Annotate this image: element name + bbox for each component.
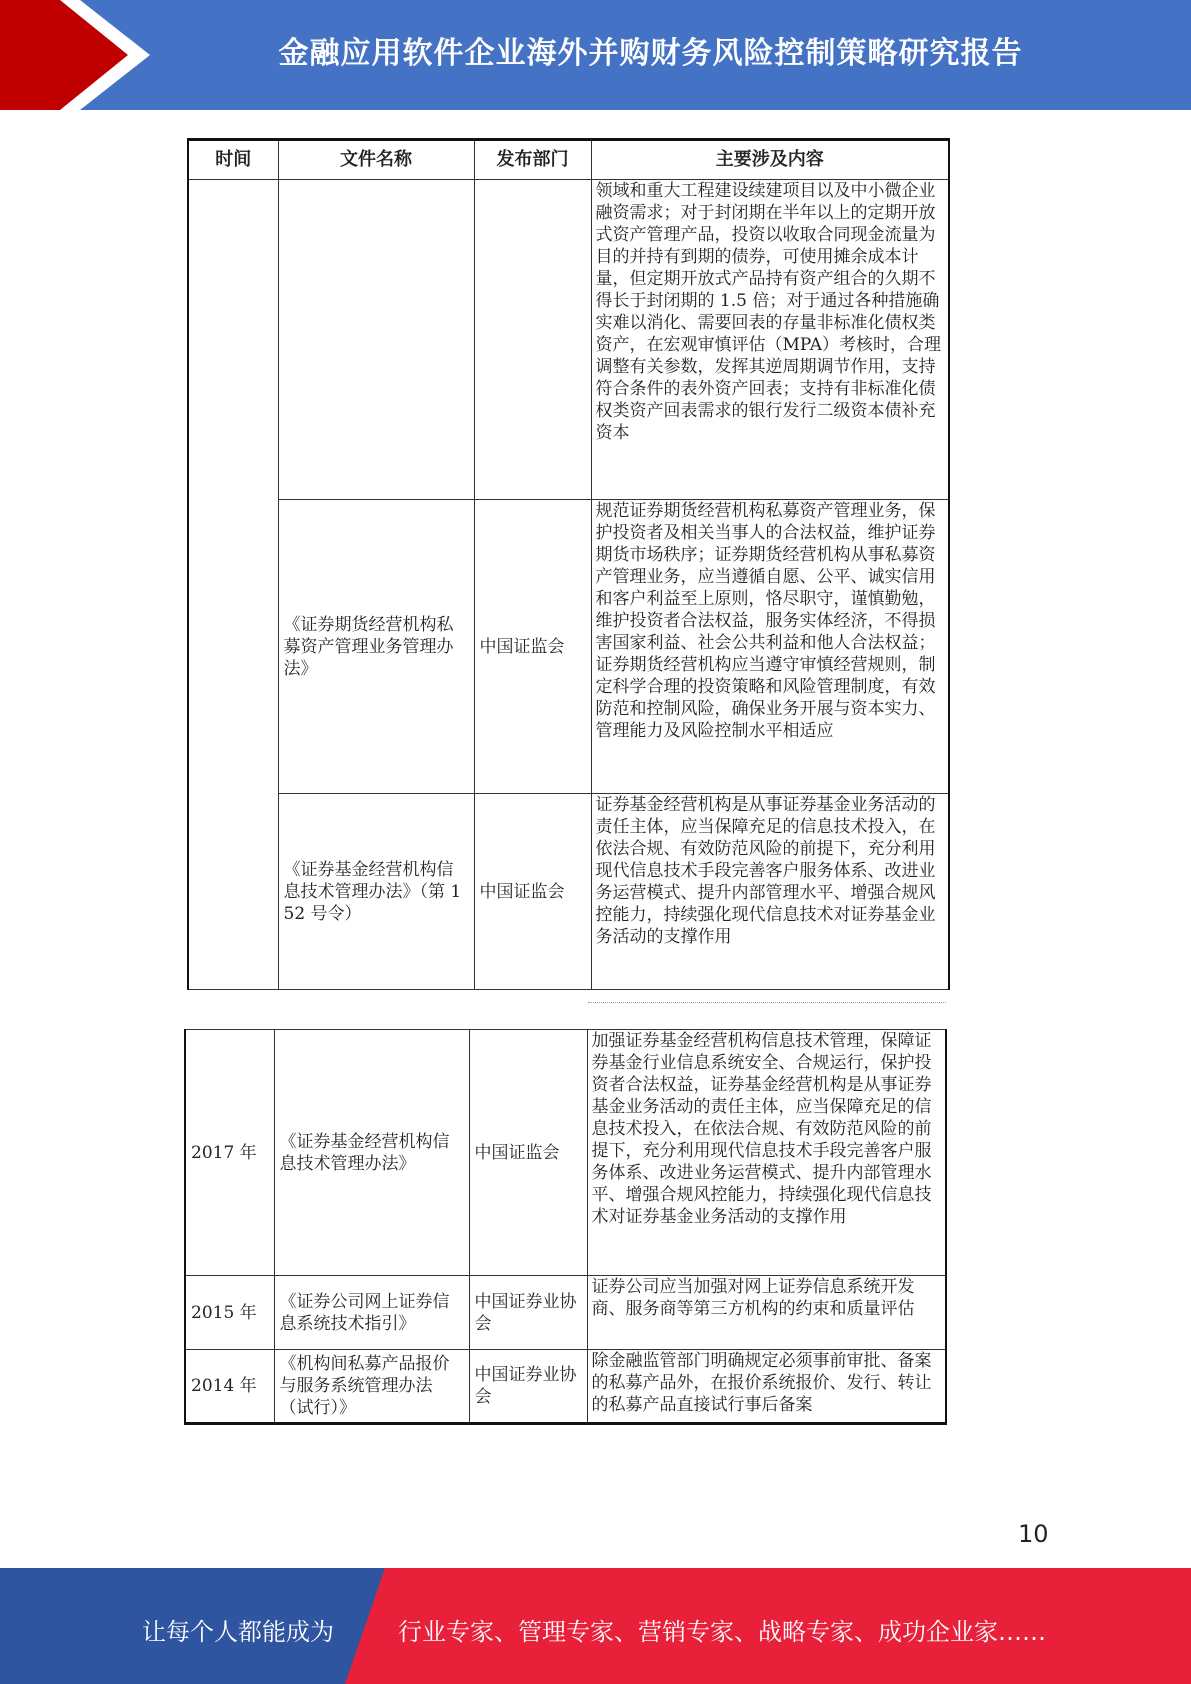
header-content: 主要涉及内容 bbox=[591, 140, 949, 180]
time-cell: 2015 年 bbox=[185, 1276, 274, 1350]
content-cell: 证券基金经营机构是从事证券基金业务活动的责任主体，应当保障充足的信息技术投入，在依法合规、有效防范风险的前提下，充分利用现代信息技术手段完善客户服务体系、改进业务运营模式、提升内部管理水平、增强合规风控能力，持续强化现代信息技术对证券基金业务活动的支撑作用 bbox=[591, 794, 949, 990]
page-header bbox=[0, 0, 1191, 110]
content-cell: 规范证券期货经营机构私募资产管理业务，保护投资者及相关当事人的合法权益，维护证券期货市场秩序；证券期货经营机构从事私募资产管理业务，应当遵循自愿、公平、诚实信用和客户利益至上原则，恪尽职守，谨慎勤勉，维护投资者合法权益，服务实体经济，不得损害国家利益、社会公共利益和他人合法权益；证券期货经营机构应当遵守审慎经营规则，制定科学合理的投资策略和风险管理制度，有效防范和控制风险，确保业务开展与资本实力、管理能力及风险控制水平相适应 bbox=[591, 500, 949, 794]
content-cell: 加强证券基金经营机构信息技术管理，保障证券基金行业信息系统安全、合规运行，保护投资者合法权益，证券基金经营机构是从事证券基金业务活动的责任主体，应当保障充足的信息技术投入，在依法合规、有效防范风险的前提下，充分利用现代信息技术手段完善客户服务体系、改进业务运营模式、提升内部管理水平、增强合规风控能力，持续强化现代信息技术对证券基金业务活动的支撑作用 bbox=[587, 1030, 946, 1276]
time-cell: 2014 年 bbox=[185, 1350, 274, 1424]
page-footer bbox=[0, 1568, 1191, 1684]
table-row bbox=[188, 180, 949, 500]
header-file-name: 文件名称 bbox=[278, 140, 474, 180]
footer-slogan-right: 行业专家、管理专家、营销专家、战略专家、成功企业家…… bbox=[398, 1618, 1046, 1646]
regulation-table-bottom bbox=[184, 1029, 947, 1425]
file-name-cell bbox=[278, 180, 474, 500]
table-row bbox=[185, 1030, 946, 1276]
report-title: 金融应用软件企业海外并购财务风险控制策略研究报告 bbox=[278, 36, 1023, 71]
content-cell: 证券公司应当加强对网上证券信息系统开发商、服务商等第三方机构的约束和质量评估 bbox=[587, 1276, 946, 1350]
department-cell: 中国证监会 bbox=[474, 500, 591, 794]
department-cell: 中国证监会 bbox=[474, 794, 591, 990]
header-time: 时间 bbox=[188, 140, 278, 180]
file-name-cell: 《证券基金经营机构信息技术管理办法》（第 152 号令） bbox=[278, 794, 474, 990]
department-cell: 中国证监会 bbox=[469, 1030, 587, 1276]
table-header-row bbox=[188, 140, 949, 180]
table-row bbox=[188, 500, 949, 794]
file-name-cell: 《机构间私募产品报价与服务系统管理办法（试行）》 bbox=[274, 1350, 469, 1424]
table-row bbox=[185, 1276, 946, 1350]
footer-slogan-left: 让每个人都能成为 bbox=[142, 1618, 334, 1646]
department-cell: 中国证券业协会 bbox=[469, 1276, 587, 1350]
table-row bbox=[188, 794, 949, 990]
time-cell: 2017 年 bbox=[185, 1030, 274, 1276]
file-name-cell: 《证券期货经营机构私募资产管理业务管理办法》 bbox=[278, 500, 474, 794]
department-cell: 中国证券业协会 bbox=[469, 1350, 587, 1424]
content-cell: 领域和重大工程建设续建项目以及中小微企业融资需求；对于封闭期在半年以上的定期开放式资产管理产品，投资以收取合同现金流量为目的并持有到期的债券，可使用摊余成本计量，但定期开放式产品持有资产组合的久期不得长于封闭期的 1.5 倍；对于通过各种措施确实难以消化、需要回表的存量非标准化债权类资产，在宏观审慎评估（MPA）考核时，合理调整有关参数，发挥其逆周期调节作用，支持符合条件的表外资产回表；支持有非标准化债权类资产回表需求的银行发行二级资本债补充资本 bbox=[591, 180, 949, 500]
department-cell bbox=[474, 180, 591, 500]
regulation-table-top bbox=[187, 138, 950, 990]
header-chevron-icon bbox=[0, 0, 160, 110]
table-row bbox=[185, 1350, 946, 1424]
file-name-cell: 《证券基金经营机构信息技术管理办法》 bbox=[274, 1030, 469, 1276]
page-break-line bbox=[588, 1002, 946, 1006]
content-cell: 除金融监管部门明确规定必须事前审批、备案的私募产品外，在报价系统报价、发行、转让的私募产品直接试行事后备案 bbox=[587, 1350, 946, 1424]
page-number: 10 bbox=[1018, 1520, 1049, 1548]
file-name-cell: 《证券公司网上证券信息系统技术指引》 bbox=[274, 1276, 469, 1350]
header-department: 发布部门 bbox=[474, 140, 591, 180]
time-cell bbox=[188, 180, 278, 990]
